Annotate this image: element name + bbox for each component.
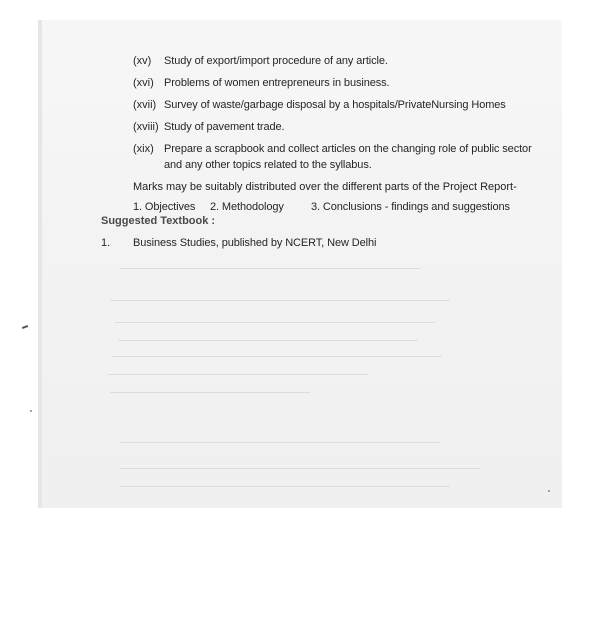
marks-note: Marks may be suitably distributed over the different parts of the Project Report- [133, 181, 517, 193]
list-item-text: Study of pavement trade. [164, 121, 285, 133]
bleed-through-line [110, 300, 450, 301]
report-part-conclusions: 3. Conclusions - findings and suggestions [311, 201, 510, 213]
list-item-number: (xv) [133, 55, 152, 67]
list-item-continuation: and any other topics related to the syllabus. [164, 159, 372, 171]
bleed-through-line [108, 374, 368, 375]
list-item-number: (xviii) [133, 121, 159, 133]
scanned-page [38, 20, 562, 508]
bleed-through-line [118, 340, 418, 341]
bleed-through-line [120, 468, 480, 469]
scan-speck [548, 490, 550, 492]
list-item-number: (xvii) [133, 99, 157, 111]
report-part-methodology: 2. Methodology [210, 201, 284, 213]
bleed-through-line [110, 392, 310, 393]
bleed-through-line [120, 268, 420, 269]
bleed-through-line [120, 442, 440, 443]
list-item-text: Problems of women entrepreneurs in business. [164, 77, 390, 89]
scan-edge [38, 20, 42, 508]
list-item-text: Prepare a scrapbook and collect articles on the changing role of public sector [164, 143, 532, 155]
bleed-through-line [115, 322, 435, 323]
bleed-through-line [112, 356, 442, 357]
list-item-text: Survey of waste/garbage disposal by a hospitals/PrivateNursing Homes [164, 99, 506, 111]
scan-speck [22, 325, 28, 329]
textbook-heading: Suggested Textbook : [101, 215, 216, 227]
textbook-entry: Business Studies, published by NCERT, New Delhi [133, 237, 377, 249]
list-item-text: Study of export/import procedure of any article. [164, 55, 388, 67]
bleed-through-line [120, 486, 450, 487]
list-item-number: (xvi) [133, 77, 154, 89]
report-part-objectives: 1. Objectives [133, 201, 196, 213]
scan-speck [30, 410, 32, 412]
list-item-number: (xix) [133, 143, 154, 155]
textbook-number: 1. [101, 237, 111, 249]
